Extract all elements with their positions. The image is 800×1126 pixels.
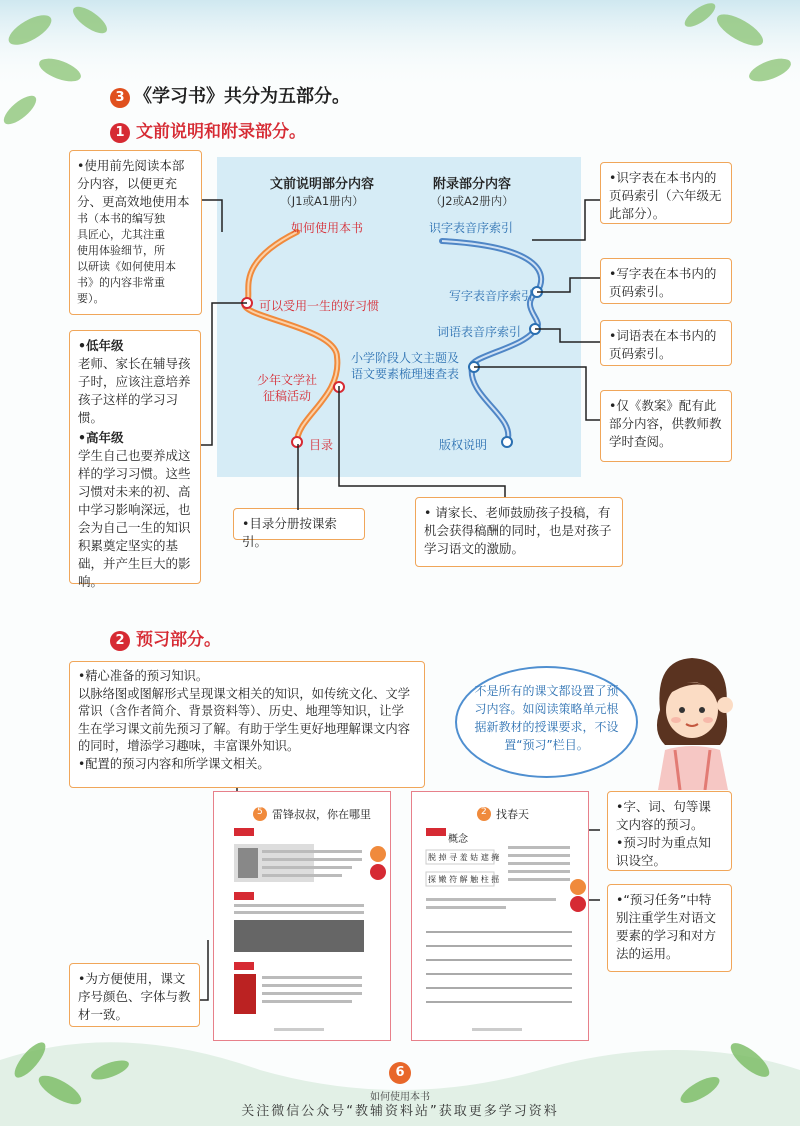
usage-line: 具匠心，尤其注重 [77,228,165,241]
char-table-note-text: •识字表在本书内的页码索引（六年级无此部分）。 [609,170,722,221]
footer-text: 关注微信公众号“教辅资料站”获取更多学习资料 [241,1104,559,1119]
sample-right-number: 2 [481,807,487,817]
right-column-heading: 附录部分内容 [432,177,511,192]
diagram-item-word-index: 词语表音序索引 [437,325,522,339]
usage-line: •使用前先阅读本部 [77,158,185,173]
sample-right-title: 找春天 [496,808,529,821]
task-note-text: •“预习任务”中特别注重学生对语文要素的学习和对方法的运用。 [616,892,717,961]
left-column-subheading: （J1或A1册内） [280,194,364,208]
speech-bubble-text: 不是所有的课文都设置了预习内容。如阅读策略单元根据新教材的授课要求，不设置“预习”栏目。 [474,684,619,752]
index-note-text: •目录分册按课索引。 [242,516,337,549]
teacher-only-note-text: •仅《教案》配有此部分内容，供教师教学时查阅。 [609,398,722,449]
usage-line: 书（本书的编写独 [77,212,165,225]
task-note-box [607,884,732,972]
diagram-item-literary-club: 少年文学社 [257,373,318,387]
words-note-box [607,791,732,871]
footer-subtitle: 如何使用本书 [370,1092,430,1103]
diagram-item-contents: 目录 [309,438,334,452]
heading-number-badge: 3 [110,88,130,108]
diagram-item-write-index: 写字表音序索引 [449,289,534,303]
section2-number-badge: 2 [110,631,130,651]
word-table-note-text: •词语表在本书内的页码索引。 [609,328,717,361]
right-column-subheading: （J2或A2册内） [430,194,514,208]
usage-line: 以研读《如何使用本 [77,260,176,273]
speech-bubble [455,666,638,778]
write-table-note-text: •写字表在本书内的页码索引。 [609,266,717,299]
words-note-text-2: •预习时为重点知识设空。 [616,835,711,868]
preview-note-box [69,661,425,788]
preview-note-title: •精心准备的预习知识。 [78,669,209,683]
usage-line: 分内容，以便更充 [77,176,178,191]
diagram-item-char-index: 识字表音序索引 [429,221,514,235]
sample-left-title: 雷锋叔叔，你在哪里 [272,808,371,821]
section2-title [110,625,221,651]
diagram-item-good-habits: 可以受用一生的好习惯 [259,299,380,313]
sample-right-row2: 探 嫩 符 解 触 柱 摇 [428,875,500,884]
usage-line: 使用体验细节，所 [77,244,165,257]
encourage-note-text: • 请家长、老师鼓励孩子投稿，有机会获得稿酬的同时，也是对孩子学习语文的激励。 [424,505,612,556]
section2-title-text: 预习部分。 [136,630,221,650]
diagram-item-submission: 征稿活动 [263,389,312,403]
sample-page-right [411,791,589,1041]
high-grade-text: 学生自己也要养成这样的学习习惯。这些习惯对未来的初、高中学习影响深远，也会为自己一生的知识积累奠定坚实的基础，并产生巨大的影响。 [78,448,191,589]
page-number: 6 [389,1062,411,1084]
sample-page-left [213,791,391,1041]
high-grade-title: •高年级 [78,430,124,445]
preview-note-text: 以脉络图或图解形式呈现课文相关的知识，如传统文化、文学常识（含作者简介、背景资料等）、历史、地理等知识，让学生在学习课文前先预习了解。有助于学生更好地理解课文内容的同时，增添学习趣味，丰富课外知识。 [78,686,411,753]
diagram-item-themes-b: 语文要素梳理速查表 [351,367,460,381]
low-grade-text: 老师、家长在辅导孩子时，应该注意培养孩子这样的学习习惯。 [78,356,191,425]
sample-left-number: 5 [257,807,263,817]
heading-text: 《学习书》共分为五部分。 [134,86,350,107]
sample-right-row1: 脱 掉 寻 羞 姑 遮 掩 [428,853,500,862]
usage-line: 书》的内容非常重 [77,276,165,289]
sample-right-subtitle: 概念 [448,834,468,845]
usage-line: 要）。 [77,292,105,305]
section1-title-text: 文前说明和附录部分。 [136,122,306,142]
diagram-item-how-to-use: 如何使用本书 [291,221,364,235]
section1-number-badge: 1 [110,123,130,143]
diagram-item-themes-a: 小学阶段人文主题及 [351,351,460,365]
left-column-heading: 文前说明部分内容 [269,177,374,192]
sample-right-content [412,792,588,1040]
usage-line: 分、更高效地使用本 [77,194,190,209]
words-note-text: •字、词、句等课文内容的预习。 [616,799,711,832]
preview-note-extra: •配置的预习内容和所学课文相关。 [78,756,270,771]
convenience-note-box [69,963,200,1027]
diagram-item-copyright: 版权说明 [439,438,488,452]
convenience-note-text: •为方便使用，课文序号颜色、字体与教材一致。 [78,971,191,1022]
sample-left-content [214,792,390,1040]
girl-illustration [640,650,740,790]
low-grade-title: •低年级 [78,338,124,353]
